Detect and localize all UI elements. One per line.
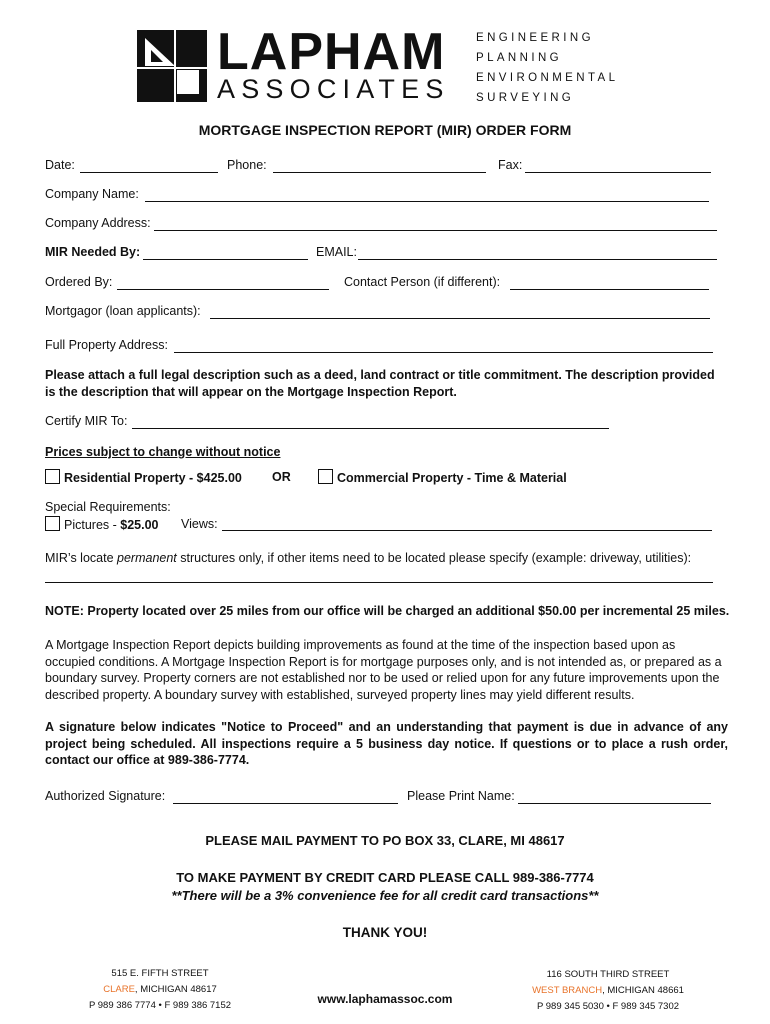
footer-right-address [528,967,688,1015]
locate-text-before: MIR’s locate [45,551,118,565]
footer-left-street: 515 E. FIFTH STREET [111,968,209,979]
contact-person-label: Contact Person (if different): [344,275,501,289]
views-field[interactable] [222,530,712,531]
credit-card-text: TO MAKE PAYMENT BY CREDIT CARD PLEASE CALL 989-386-7774 [176,870,594,885]
email-label: EMAIL: [316,245,357,259]
footer-left-phones: P 989 386 7774 • F 989 386 7152 [88,1000,232,1011]
fax-field[interactable] [525,172,711,173]
residential-label: Residential Property - $425.00 [64,471,242,485]
pictures-checkbox[interactable] [45,516,60,531]
ordered-by-field[interactable] [117,289,329,290]
logo-company-sub: ASSOCIATES [217,74,450,104]
certify-mir-label: Certify MIR To: [45,414,128,428]
authorized-signature-label: Authorized Signature: [45,789,166,803]
mir-needed-by-label: MIR Needed By: [45,245,141,259]
service-planning: PLANNING [476,52,562,64]
ordered-by-label: Ordered By: [45,275,113,289]
footer-right-street: 116 SOUTH THIRD STREET [546,969,670,980]
commercial-option[interactable] [318,469,567,485]
prices-heading: Prices subject to change without notice [45,445,281,459]
footer-right-phones: P 989 345 5030 • F 989 345 7302 [536,1001,680,1012]
company-name-field[interactable] [145,201,709,202]
legal-description-note: Please attach a full legal description such as a deed, land contract or title commitment. The description provided is the description that will appear on the Mortgage Inspection Report. [45,368,715,399]
special-requirements-label: Special Requirements: [45,500,171,514]
website-link[interactable]: www.laphamassoc.com [317,992,453,1006]
contact-person-field[interactable] [510,289,709,290]
authorized-signature-field[interactable] [173,803,398,804]
footer-left-state: , MICHIGAN 48617 [134,984,217,995]
service-surveying: SURVEYING [476,92,575,104]
pictures-price: $25.00 [120,518,159,532]
phone-label: Phone: [227,158,267,172]
or-text: OR [272,470,291,484]
locate-field[interactable] [45,582,713,583]
mir-description: A Mortgage Inspection Report depicts building improvements as found at the time of the inspection based upon as occupied conditions. A Mortgage Inspection Report is for mortgage purposes only, and is not intended as, or prepared as a boundary survey. Property corners are not established nor to be used or relied upon for any future improvements upon the described property. A boundary survey with established, surveyed property lines may yield different results. [45,638,722,702]
convenience-fee-text: **There will be a 3% convenience fee for all credit card transactions** [171,888,599,903]
pictures-label: Pictures - [64,518,121,532]
pictures-option[interactable] [45,516,159,532]
locate-text-after: structures only, if other items need to be located please specify (example: driveway, utilities): [176,551,692,565]
mortgagor-field[interactable] [210,318,710,319]
service-engineering: ENGINEERING [476,32,594,44]
services-list [476,28,618,108]
footer-right-city-name: WEST BRANCH [532,985,603,996]
footer-left-city-name: CLARE [103,984,135,995]
logo-mark-icon [137,30,207,102]
signature-notice: A signature below indicates "Notice to Proceed" and an understanding that payment is due in advance of any project being scheduled. All inspections require a 5 business day notice. If questions or to place a rush order, contact our office at 989-386-7774. [45,720,728,767]
print-name-label: Please Print Name: [407,789,515,803]
locate-instructions [45,551,691,565]
property-address-field[interactable] [174,352,713,353]
company-logo [137,23,467,104]
company-address-field[interactable] [154,230,717,231]
distance-note: NOTE: Property located over 25 miles from our office will be charged an additional $50.00 per incremental 25 miles. [45,604,730,618]
locate-emphasis: permanent [117,551,177,565]
commercial-checkbox[interactable] [318,469,333,484]
thank-you-text: THANK YOU! [342,925,428,940]
company-address-label: Company Address: [45,216,151,230]
footer-right-state: , MICHIGAN 48661 [602,985,684,996]
phone-field[interactable] [273,172,486,173]
residential-checkbox[interactable] [45,469,60,484]
email-field[interactable] [358,259,717,260]
company-name-label: Company Name: [45,187,139,201]
mir-needed-by-field[interactable] [143,259,308,260]
mortgagor-label: Mortgagor (loan applicants): [45,304,201,318]
commercial-label: Commercial Property - Time & Material [337,471,567,485]
logo-company-main: LAPHAM [217,23,446,81]
certify-mir-field[interactable] [132,428,609,429]
fax-label: Fax: [498,158,523,172]
residential-option[interactable] [45,469,242,485]
property-address-label: Full Property Address: [45,338,168,352]
print-name-field[interactable] [518,803,711,804]
mail-payment-text: PLEASE MAIL PAYMENT TO PO BOX 33, CLARE, MI 48617 [205,833,565,848]
views-label: Views: [181,517,218,531]
date-label: Date: [45,158,75,172]
footer-right-city [528,983,688,999]
date-field[interactable] [80,172,218,173]
footer-left-address [80,966,240,1014]
service-environmental: ENVIRONMENTAL [476,72,619,84]
form-title: MORTGAGE INSPECTION REPORT (MIR) ORDER FORM [198,122,572,138]
